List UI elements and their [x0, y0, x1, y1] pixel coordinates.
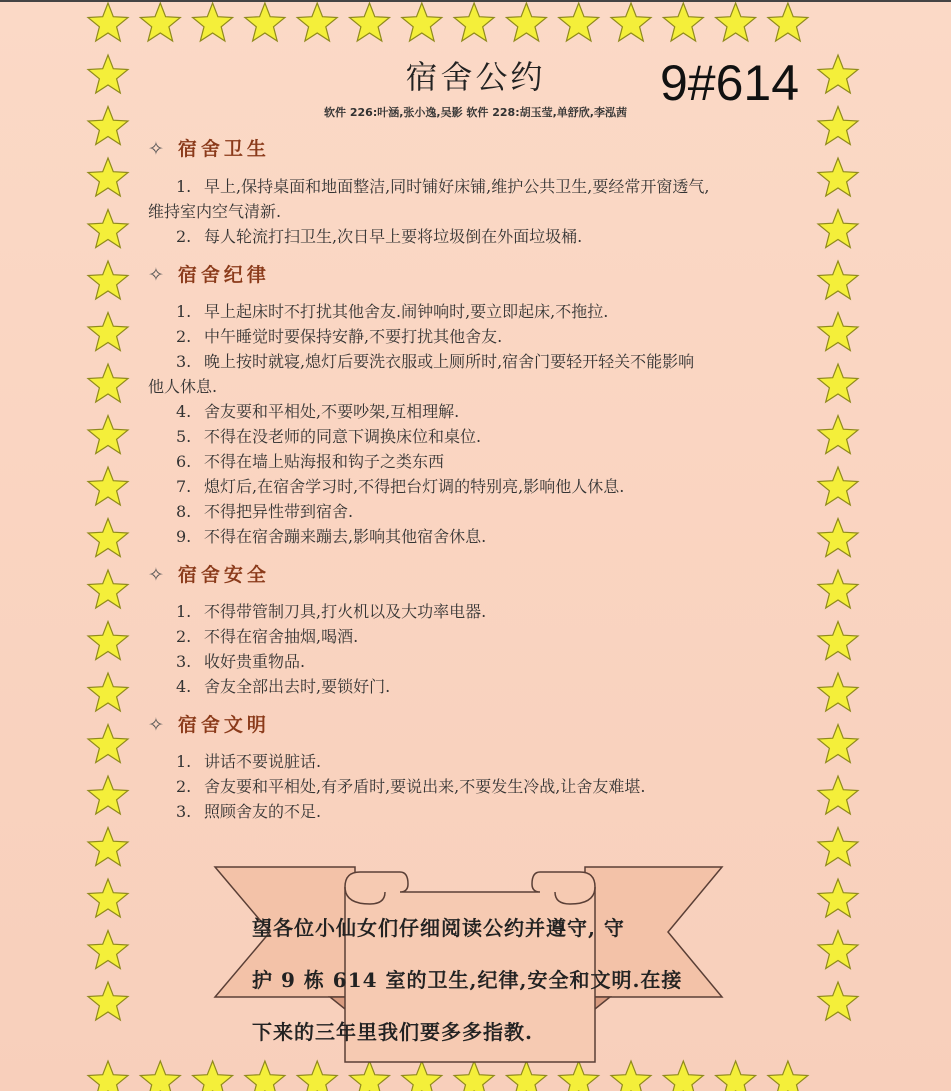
list-item: 9. 不得在宿舍蹦来蹦去,影响其他宿舍休息.	[176, 527, 487, 546]
star-icon	[88, 931, 128, 969]
star-icon	[350, 3, 390, 41]
star-icon	[88, 364, 128, 402]
authors-line: 软件 226:叶涵,张小逸,吴影 软件 228:胡玉莹,单舒欣,李泓茜	[324, 106, 627, 119]
list-item: 4. 舍友全部出去时,要锁好门.	[176, 677, 391, 696]
section-heading-hygiene: ✧ 宿舍卫生	[148, 138, 270, 160]
list-item: 8. 不得把异性带到宿舍.	[176, 502, 354, 521]
list-item: 3. 晚上按时就寝,熄灯后要洗衣服或上厕所时,宿舍门要轻开轻关不能影响 他人休息.	[148, 352, 695, 396]
star-icon	[818, 313, 858, 351]
star-icon	[768, 3, 808, 41]
star-icon	[818, 725, 858, 763]
star-icon	[818, 879, 858, 917]
star-icon	[506, 3, 546, 41]
list-item: 2. 中午睡觉时要保持安静,不要打扰其他舍友.	[176, 327, 503, 346]
list-item: 2. 舍友要和平相处,有矛盾时,要说出来,不要发生冷战,让舍友难堪.	[176, 777, 646, 796]
star-icon	[88, 210, 128, 248]
list-item: 5. 不得在没老师的同意下调换床位和桌位.	[176, 427, 482, 446]
star-icon	[611, 3, 651, 41]
star-icon	[818, 622, 858, 660]
star-icon	[88, 828, 128, 866]
sparkle-icon: ✧	[148, 714, 168, 736]
star-icon	[88, 725, 128, 763]
list-item: 1. 讲话不要说脏话.	[176, 752, 322, 771]
sparkle-icon: ✧	[148, 264, 168, 286]
star-icon	[193, 3, 233, 41]
star-icon	[818, 364, 858, 402]
star-icon	[88, 467, 128, 505]
star-icon	[88, 158, 128, 196]
star-icon	[140, 1061, 180, 1091]
star-icon	[88, 673, 128, 711]
list-item: 6. 不得在墙上贴海报和钩子之类东西	[176, 452, 445, 471]
sparkle-icon: ✧	[148, 138, 168, 160]
section-heading-discipline: ✧ 宿舍纪律	[148, 264, 270, 286]
star-icon	[818, 570, 858, 608]
star-icon	[818, 210, 858, 248]
banner-line: 护 9 栋 614 室的卫生,纪律,安全和文明.在接	[252, 968, 683, 992]
star-icon	[88, 261, 128, 299]
star-icon	[88, 776, 128, 814]
star-icon	[88, 313, 128, 351]
list-item: 3. 收好贵重物品.	[176, 652, 306, 671]
star-icon	[559, 3, 599, 41]
star-icon	[818, 828, 858, 866]
star-icon	[88, 416, 128, 454]
star-icon	[88, 519, 128, 557]
banner-line: 下来的三年里我们要多多指教.	[252, 1020, 533, 1044]
list-item: 7. 熄灯后,在宿舍学习时,不得把台灯调的特别亮,影响他人休息.	[176, 477, 625, 496]
star-icon	[818, 261, 858, 299]
star-icon	[88, 570, 128, 608]
sparkle-icon: ✧	[148, 564, 168, 586]
star-icon	[818, 416, 858, 454]
star-icon	[818, 776, 858, 814]
star-icon	[245, 3, 285, 41]
star-icon	[818, 519, 858, 557]
star-icon	[140, 3, 180, 41]
list-item: 2. 每人轮流打扫卫生,次日早上要将垃圾倒在外面垃圾桶.	[176, 227, 583, 246]
star-icon	[716, 3, 756, 41]
star-icon	[88, 3, 128, 41]
star-icon	[297, 3, 337, 41]
star-icon	[402, 3, 442, 41]
list-item: 1. 早上,保持桌面和地面整洁,同时铺好床铺,维护公共卫生,要经常开窗透气, 维持室内空气清新.	[148, 177, 710, 221]
banner-line: 望各位小仙女们仔细阅读公约并遵守, 守	[252, 916, 625, 940]
list-item: 2. 不得在宿舍抽烟,喝酒.	[176, 627, 359, 646]
star-icon	[818, 673, 858, 711]
star-icon	[768, 1061, 808, 1091]
star-icon	[88, 622, 128, 660]
star-icon	[818, 931, 858, 969]
star-icon	[818, 982, 858, 1020]
list-item: 1. 不得带管制刀具,打火机以及大功率电器.	[176, 602, 487, 621]
list-item: 3. 照顾舍友的不足.	[176, 802, 322, 821]
list-item: 4. 舍友要和平相处,不要吵架,互相理解.	[176, 402, 460, 421]
section-heading-safety: ✧ 宿舍安全	[148, 564, 270, 586]
section-heading-civility: ✧ 宿舍文明	[148, 714, 270, 736]
list-item: 1. 早上起床时不打扰其他舍友.闹钟响时,要立即起床,不拖拉.	[176, 302, 609, 321]
star-icon	[88, 1061, 128, 1091]
star-icon	[454, 3, 494, 41]
star-icon	[818, 158, 858, 196]
star-icon	[88, 982, 128, 1020]
page-title: 宿舍公约	[405, 58, 546, 96]
room-number: 9#614	[660, 55, 800, 111]
star-icon	[818, 467, 858, 505]
star-icon	[663, 3, 703, 41]
star-icon	[88, 879, 128, 917]
